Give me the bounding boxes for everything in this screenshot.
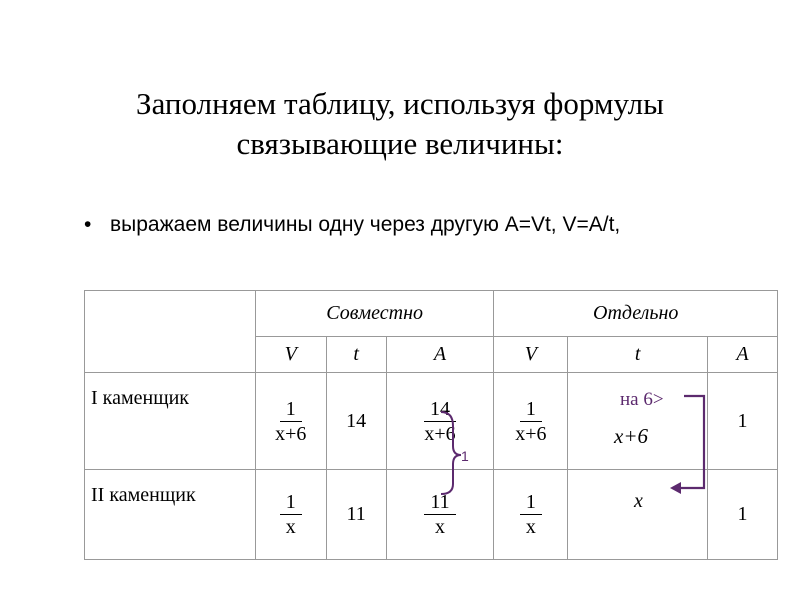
fraction (424, 490, 455, 539)
col-header-sep-t: t (568, 337, 708, 373)
title-line-2: связывающие величины: (236, 126, 564, 161)
fraction-numerator: 14 (424, 397, 456, 422)
col-header-joint-v: V (255, 337, 326, 373)
bullet-item (84, 213, 620, 237)
fraction (269, 397, 312, 446)
col-header-joint-t: t (326, 337, 386, 373)
fraction-denominator: x+6 (515, 422, 547, 445)
sep-time-first: x+6 (614, 424, 648, 448)
cell-joint-a (386, 470, 494, 560)
fraction (509, 397, 552, 446)
bullet-marker: • (84, 213, 92, 236)
fraction-numerator: 11 (424, 490, 455, 515)
cell-joint-v (255, 470, 326, 560)
table-row (85, 373, 778, 470)
fraction-denominator: x+6 (424, 422, 456, 445)
col-header-joint-a: A (386, 337, 494, 373)
sep-time-second: x (634, 490, 643, 512)
difference-note: на 6> (620, 389, 664, 410)
table-row (85, 470, 778, 560)
cell-sep-v (494, 470, 568, 560)
fraction (418, 397, 461, 446)
col-header-sep-a: A (708, 337, 778, 373)
cell-sep-t (568, 470, 708, 560)
cell-joint-t: 11 (326, 470, 386, 560)
fraction-denominator: x (525, 516, 536, 538)
fraction-denominator: x+6 (275, 422, 307, 445)
group-header-joint: Совместно (255, 291, 494, 337)
fraction-numerator: 1 (520, 397, 542, 422)
corner-cell (85, 291, 256, 373)
slide-title (0, 84, 800, 164)
work-table (84, 290, 778, 560)
fraction-denominator: x (435, 516, 446, 538)
cell-sep-v (494, 373, 568, 470)
fraction-denominator: x (285, 516, 296, 538)
bullet-text: выражаем величины одну через другую A=Vt, V=A/t, (110, 213, 621, 236)
fraction-numerator: 1 (280, 490, 302, 515)
row-label-first: I каменщик (85, 373, 256, 470)
title-line-1: Заполняем таблицу, используя формулы (136, 86, 664, 121)
group-header-separate: Отдельно (494, 291, 778, 337)
brace-sum-label: 1 (461, 448, 469, 464)
fraction-numerator: 1 (280, 397, 302, 422)
col-header-sep-v: V (494, 337, 568, 373)
cell-joint-t: 14 (326, 373, 386, 470)
cell-sep-a: 1 (708, 470, 778, 560)
cell-joint-a (386, 373, 494, 470)
cell-joint-v (255, 373, 326, 470)
fraction-numerator: 1 (520, 490, 542, 515)
row-label-second: II каменщик (85, 470, 256, 560)
cell-sep-t (568, 373, 708, 470)
cell-sep-a: 1 (708, 373, 778, 470)
fraction (280, 490, 302, 539)
fraction (520, 490, 542, 539)
